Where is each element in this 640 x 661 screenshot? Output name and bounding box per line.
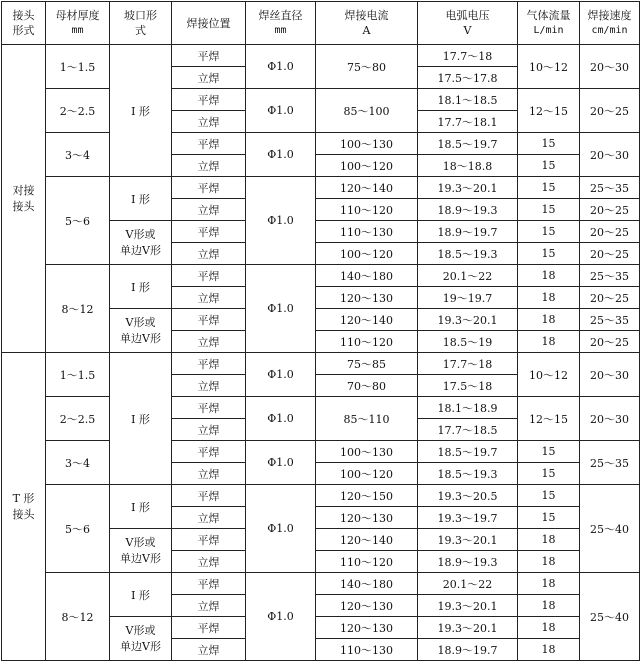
thickness-cell: 5～6 (46, 485, 110, 573)
voltage-cell: 19.3～20.1 (418, 177, 518, 199)
voltage-cell: 19.3～19.7 (418, 507, 518, 529)
speed-cell: 25～40 (580, 485, 640, 573)
current-cell: 120～140 (316, 177, 418, 199)
speed-cell: 20～25 (580, 89, 640, 133)
current-cell: 120～140 (316, 529, 418, 551)
position-cell: 平焊 (172, 485, 246, 507)
voltage-cell: 18.5～19.3 (418, 463, 518, 485)
speed-cell: 25～35 (580, 309, 640, 331)
current-cell: 110～120 (316, 331, 418, 353)
header-groove: 坡口形 式 (110, 2, 172, 45)
header-current: 焊接电流 A (316, 2, 418, 45)
position-cell: 立焊 (172, 639, 246, 661)
speed-cell: 20～30 (580, 133, 640, 177)
header-gas-flow: 气体流量 L/min (518, 2, 580, 45)
voltage-cell: 19.3～20.1 (418, 529, 518, 551)
thickness-cell: 3～4 (46, 441, 110, 485)
speed-cell: 20～25 (580, 287, 640, 309)
voltage-cell: 19.3～20.1 (418, 595, 518, 617)
header-joint-type: 接头 形式 (2, 2, 46, 45)
voltage-cell: 18.5～19.3 (418, 243, 518, 265)
voltage-cell: 17.7～18 (418, 353, 518, 375)
table-row (2, 89, 640, 111)
position-cell: 立焊 (172, 463, 246, 485)
current-cell: 75～85 (316, 353, 418, 375)
position-cell: 立焊 (172, 111, 246, 133)
speed-cell: 20～25 (580, 243, 640, 265)
header-speed: 焊接速度 cm/min (580, 2, 640, 45)
position-cell: 立焊 (172, 243, 246, 265)
position-cell: 立焊 (172, 287, 246, 309)
wire-cell: Φ1.0 (246, 573, 316, 661)
speed-cell: 20～30 (580, 45, 640, 89)
current-cell: 85～110 (316, 397, 418, 441)
speed-cell: 20～25 (580, 331, 640, 353)
current-cell: 120～130 (316, 617, 418, 639)
position-cell: 立焊 (172, 595, 246, 617)
flow-cell: 18 (518, 617, 580, 639)
groove-cell: V形或 单边V形 (110, 221, 172, 265)
current-cell: 120～130 (316, 287, 418, 309)
current-cell: 140～180 (316, 265, 418, 287)
current-cell: 100～130 (316, 441, 418, 463)
flow-cell: 10～12 (518, 45, 580, 89)
position-cell: 平焊 (172, 353, 246, 375)
flow-cell: 18 (518, 287, 580, 309)
table-row (2, 397, 640, 419)
voltage-cell: 18.1～18.9 (418, 397, 518, 419)
table-row (2, 133, 640, 155)
flow-cell: 18 (518, 551, 580, 573)
thickness-cell: 8～12 (46, 265, 110, 353)
voltage-cell: 17.7～18.5 (418, 419, 518, 441)
position-cell: 平焊 (172, 265, 246, 287)
voltage-cell: 18.9～19.7 (418, 221, 518, 243)
voltage-cell: 17.7～18.1 (418, 111, 518, 133)
current-cell: 110～120 (316, 199, 418, 221)
wire-cell: Φ1.0 (246, 397, 316, 441)
voltage-cell: 18.9～19.7 (418, 639, 518, 661)
voltage-cell: 18.5～19.7 (418, 441, 518, 463)
position-cell: 平焊 (172, 309, 246, 331)
flow-cell: 18 (518, 309, 580, 331)
header-row (2, 2, 640, 45)
voltage-cell: 19.3～20.5 (418, 485, 518, 507)
thickness-cell: 5～6 (46, 177, 110, 265)
flow-cell: 15 (518, 463, 580, 485)
wire-cell: Φ1.0 (246, 485, 316, 573)
flow-cell: 18 (518, 529, 580, 551)
speed-cell: 20～30 (580, 353, 640, 397)
voltage-cell: 18.5～19.7 (418, 133, 518, 155)
current-cell: 140～180 (316, 573, 418, 595)
header-wire-diameter: 焊丝直径 mm (246, 2, 316, 45)
current-cell: 85～100 (316, 89, 418, 133)
position-cell: 平焊 (172, 45, 246, 67)
position-cell: 立焊 (172, 155, 246, 177)
wire-cell: Φ1.0 (246, 133, 316, 177)
wire-cell: Φ1.0 (246, 177, 316, 265)
current-cell: 110～130 (316, 639, 418, 661)
flow-cell: 15 (518, 441, 580, 463)
position-cell: 立焊 (172, 199, 246, 221)
position-cell: 平焊 (172, 441, 246, 463)
position-cell: 平焊 (172, 397, 246, 419)
thickness-cell: 1～1.5 (46, 45, 110, 89)
current-cell: 120～130 (316, 595, 418, 617)
flow-cell: 18 (518, 573, 580, 595)
flow-cell: 15 (518, 221, 580, 243)
table-row (2, 177, 640, 199)
current-cell: 100～120 (316, 463, 418, 485)
joint-type-cell: 对接 接头 (2, 45, 46, 353)
voltage-cell: 18.9～19.3 (418, 551, 518, 573)
groove-cell: V形或 单边V形 (110, 617, 172, 661)
groove-cell: I 形 (110, 485, 172, 529)
wire-cell: Φ1.0 (246, 265, 316, 353)
table-row (2, 265, 640, 287)
voltage-cell: 18～18.8 (418, 155, 518, 177)
speed-cell: 20～30 (580, 397, 640, 441)
groove-cell: I 形 (110, 45, 172, 177)
position-cell: 平焊 (172, 617, 246, 639)
joint-type-cell: T 形 接头 (2, 353, 46, 661)
wire-cell: Φ1.0 (246, 353, 316, 397)
thickness-cell: 1～1.5 (46, 353, 110, 397)
thickness-cell: 2～2.5 (46, 397, 110, 441)
thickness-cell: 3～4 (46, 133, 110, 177)
welding-parameters-table (1, 1, 640, 661)
table-row (2, 441, 640, 463)
flow-cell: 15 (518, 177, 580, 199)
voltage-cell: 20.1～22 (418, 265, 518, 287)
header-voltage: 电弧电压 V (418, 2, 518, 45)
position-cell: 立焊 (172, 375, 246, 397)
position-cell: 立焊 (172, 419, 246, 441)
speed-cell: 20～25 (580, 199, 640, 221)
voltage-cell: 19.3～20.1 (418, 309, 518, 331)
flow-cell: 15 (518, 199, 580, 221)
current-cell: 100～120 (316, 243, 418, 265)
speed-cell: 25～35 (580, 441, 640, 485)
speed-cell: 25～35 (580, 177, 640, 199)
table-row (2, 573, 640, 595)
current-cell: 120～140 (316, 309, 418, 331)
flow-cell: 18 (518, 265, 580, 287)
speed-cell: 25～40 (580, 573, 640, 661)
current-cell: 100～120 (316, 155, 418, 177)
flow-cell: 10～12 (518, 353, 580, 397)
position-cell: 立焊 (172, 67, 246, 89)
table-row (2, 45, 640, 67)
position-cell: 平焊 (172, 177, 246, 199)
header-position: 焊接位置 (172, 2, 246, 45)
flow-cell: 12～15 (518, 397, 580, 441)
flow-cell: 15 (518, 155, 580, 177)
groove-cell: V形或 单边V形 (110, 529, 172, 573)
groove-cell: V形或 单边V形 (110, 309, 172, 353)
voltage-cell: 20.1～22 (418, 573, 518, 595)
current-cell: 70～80 (316, 375, 418, 397)
thickness-cell: 8～12 (46, 573, 110, 661)
flow-cell: 18 (518, 639, 580, 661)
current-cell: 110～130 (316, 221, 418, 243)
voltage-cell: 18.1～18.5 (418, 89, 518, 111)
position-cell: 平焊 (172, 133, 246, 155)
voltage-cell: 17.5～18 (418, 375, 518, 397)
voltage-cell: 19～19.7 (418, 287, 518, 309)
header-thickness: 母材厚度 mm (46, 2, 110, 45)
current-cell: 120～130 (316, 507, 418, 529)
voltage-cell: 18.9～19.3 (418, 199, 518, 221)
position-cell: 平焊 (172, 221, 246, 243)
current-cell: 120～150 (316, 485, 418, 507)
current-cell: 110～120 (316, 551, 418, 573)
groove-cell: I 形 (110, 177, 172, 221)
speed-cell: 20～25 (580, 221, 640, 243)
position-cell: 平焊 (172, 89, 246, 111)
flow-cell: 12～15 (518, 89, 580, 133)
flow-cell: 18 (518, 331, 580, 353)
groove-cell: I 形 (110, 265, 172, 309)
flow-cell: 18 (518, 595, 580, 617)
groove-cell: I 形 (110, 573, 172, 617)
speed-cell: 25～35 (580, 265, 640, 287)
flow-cell: 15 (518, 243, 580, 265)
current-cell: 75～80 (316, 45, 418, 89)
position-cell: 立焊 (172, 551, 246, 573)
flow-cell: 15 (518, 485, 580, 507)
voltage-cell: 18.5～19 (418, 331, 518, 353)
voltage-cell: 19.3～20.1 (418, 617, 518, 639)
voltage-cell: 17.5～17.8 (418, 67, 518, 89)
position-cell: 立焊 (172, 331, 246, 353)
current-cell: 100～130 (316, 133, 418, 155)
thickness-cell: 2～2.5 (46, 89, 110, 133)
position-cell: 平焊 (172, 573, 246, 595)
wire-cell: Φ1.0 (246, 89, 316, 133)
flow-cell: 15 (518, 133, 580, 155)
position-cell: 平焊 (172, 529, 246, 551)
voltage-cell: 17.7～18 (418, 45, 518, 67)
table-row (2, 485, 640, 507)
wire-cell: Φ1.0 (246, 45, 316, 89)
table-row (2, 353, 640, 375)
flow-cell: 15 (518, 507, 580, 529)
wire-cell: Φ1.0 (246, 441, 316, 485)
groove-cell: I 形 (110, 353, 172, 485)
position-cell: 立焊 (172, 507, 246, 529)
